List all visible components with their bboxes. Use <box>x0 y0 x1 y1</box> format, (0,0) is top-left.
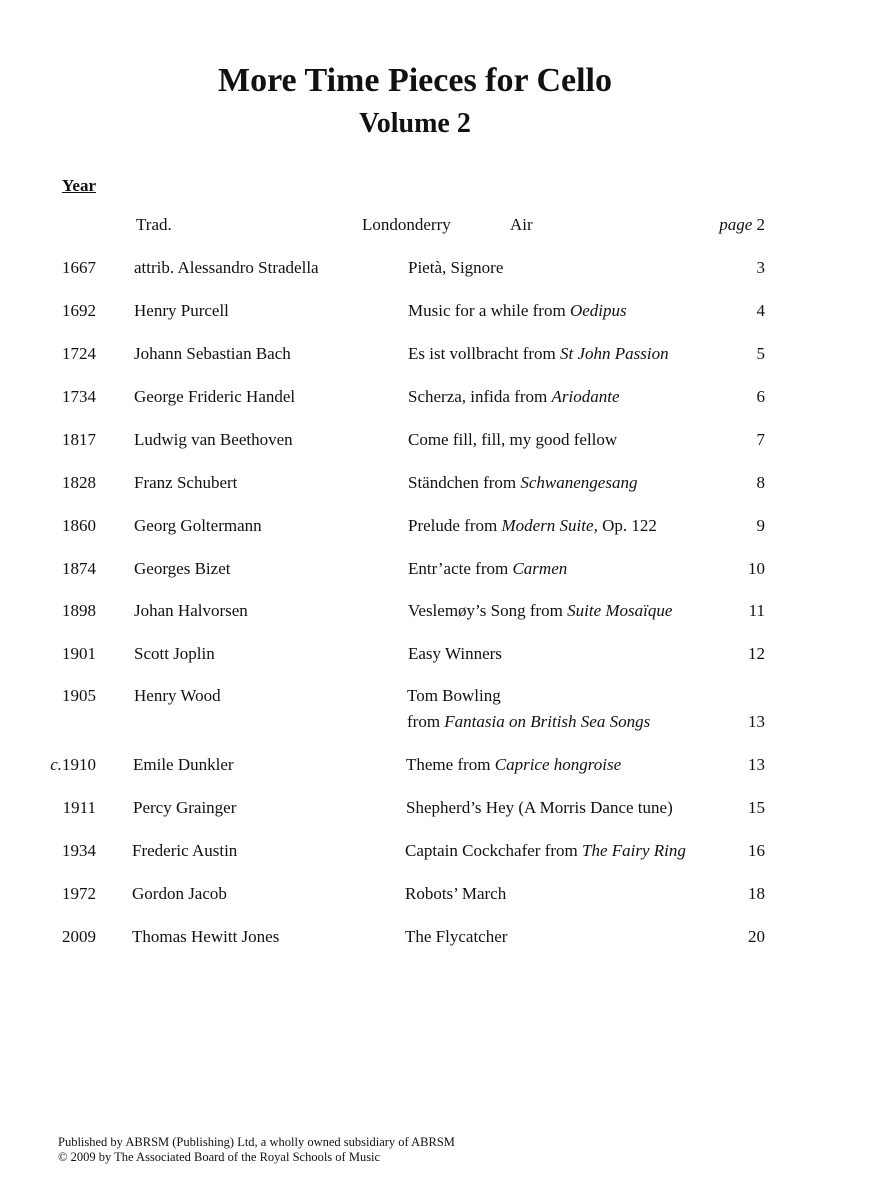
page-number: 20 <box>748 927 765 946</box>
page-number: 16 <box>748 841 765 860</box>
page-number: 11 <box>748 601 765 620</box>
composer: Ludwig van Beethoven <box>134 430 293 449</box>
page-number: 18 <box>748 884 765 903</box>
page-number: 12 <box>748 644 765 663</box>
year: 1734 <box>62 387 96 406</box>
piece-title <box>408 516 657 536</box>
year-value: 1910 <box>62 755 96 774</box>
piece-title <box>408 473 637 493</box>
year: 1724 <box>62 344 96 363</box>
piece-title <box>405 841 686 861</box>
piece-title <box>408 301 627 321</box>
title: Robots’ March <box>405 884 507 903</box>
title: Entr’acte <box>408 559 471 578</box>
composer: Trad. <box>136 215 172 234</box>
year: 2009 <box>62 927 96 946</box>
toc-entry <box>0 301 871 325</box>
composer: Henry Purcell <box>134 301 229 320</box>
source-work: Fantasia on British Sea Songs <box>444 712 651 731</box>
joiner: from <box>540 841 583 860</box>
page-number: 7 <box>756 430 765 449</box>
page-number: 8 <box>756 473 765 492</box>
title: Veslemøy’s Song <box>408 601 526 620</box>
toc-entry <box>0 884 871 908</box>
toc-entry <box>0 841 871 865</box>
composer: Scott Joplin <box>134 644 215 663</box>
composer: Frederic Austin <box>132 841 238 860</box>
title: Shepherd’s Hey (A Morris Dance tune) <box>406 798 673 817</box>
page-title: More Time Pieces for Cello <box>217 62 613 99</box>
source-work: The Fairy Ring <box>582 841 686 860</box>
composer: Johann Sebastian Bach <box>134 344 291 363</box>
toc-entry <box>0 798 871 822</box>
title: Scherza, infida <box>408 387 510 406</box>
title: Come fill, fill, my good fellow <box>408 430 618 449</box>
year: 1934 <box>62 841 96 860</box>
year: 1667 <box>62 258 96 277</box>
joiner: from <box>478 473 521 492</box>
page-number: 6 <box>756 387 765 406</box>
composer: Emile Dunkler <box>133 755 234 774</box>
composer: Gordon Jacob <box>132 884 227 903</box>
year: 1898 <box>62 601 96 620</box>
toc-entry <box>0 601 871 625</box>
year: 1874 <box>62 559 96 578</box>
joiner: from <box>470 559 513 578</box>
piece-title <box>408 559 567 579</box>
source-work: Caprice hongroise <box>494 755 622 774</box>
piece-title <box>405 927 507 947</box>
page-value: 2 <box>756 215 765 234</box>
page-number: 9 <box>756 516 765 535</box>
title: Es ist vollbracht <box>408 344 519 363</box>
toc-entry-page <box>0 712 871 736</box>
source-work: Carmen <box>512 559 568 578</box>
page-number <box>719 215 765 235</box>
year: 1905 <box>62 686 96 705</box>
toc-entry <box>0 344 871 368</box>
toc-entry-two-line <box>0 686 871 710</box>
piece-title <box>406 798 673 818</box>
title: Music for a while <box>408 301 529 320</box>
publisher-footer <box>58 1135 455 1165</box>
piece-title <box>408 387 620 407</box>
suffix: , Op. 122 <box>593 516 657 535</box>
page-word: page <box>719 215 753 234</box>
joiner: from <box>518 344 561 363</box>
title: The Flycatcher <box>405 927 508 946</box>
joiner: from <box>528 301 570 320</box>
toc-entry <box>0 516 871 540</box>
publisher-line: Published by ABRSM (Publishing) Ltd, a wholly owned subsidiary of ABRSM <box>58 1135 455 1149</box>
joiner: from <box>509 387 552 406</box>
toc-entry <box>0 755 871 779</box>
year: 1828 <box>62 473 96 492</box>
joiner: from <box>407 712 445 731</box>
piece-title <box>405 884 506 904</box>
source-work: Oedipus <box>569 301 627 320</box>
page-number: 13 <box>748 712 765 731</box>
title: Captain Cockchafer <box>405 841 541 860</box>
year: 1972 <box>62 884 96 903</box>
toc-entry <box>0 430 871 454</box>
piece-title <box>408 430 617 450</box>
year <box>30 755 96 775</box>
composer: George Frideric Handel <box>134 387 296 406</box>
year: 1692 <box>62 301 96 320</box>
page-number: 4 <box>756 301 765 320</box>
title: Prelude <box>408 516 460 535</box>
piece-title <box>408 644 502 664</box>
source-work: St John Passion <box>560 344 669 363</box>
piece-title-part-2: Air <box>510 215 533 234</box>
volume-subtitle: Volume 2 <box>359 108 471 139</box>
toc-entry <box>0 644 871 668</box>
toc-entry <box>0 927 871 951</box>
copyright-line: © 2009 by The Associated Board of the Royal Schools of Music <box>58 1150 381 1164</box>
source-work: Modern Suite <box>501 516 594 535</box>
composer: Thomas Hewitt Jones <box>132 927 280 946</box>
composer: Percy Grainger <box>133 798 237 817</box>
year: 1911 <box>62 798 96 817</box>
page-number: 10 <box>748 559 765 578</box>
page-number: 5 <box>756 344 765 363</box>
toc-entry <box>0 473 871 497</box>
title: Theme <box>406 755 454 774</box>
year: 1817 <box>62 430 96 449</box>
source-work: Ariodante <box>551 387 620 406</box>
toc-entry <box>0 559 871 583</box>
title: Easy Winners <box>408 644 502 663</box>
circa-prefix: c. <box>50 755 62 774</box>
source-work: Schwanengesang <box>520 473 638 492</box>
toc-entry <box>0 387 871 411</box>
composer: Georg Goltermann <box>134 516 262 535</box>
page-number: 13 <box>748 755 765 774</box>
composer: Georges Bizet <box>134 559 231 578</box>
toc-entry-trad <box>0 215 871 239</box>
piece-title <box>406 755 621 775</box>
year-column-heading: Year <box>62 176 96 195</box>
year: 1860 <box>62 516 96 535</box>
page-number: 15 <box>748 798 765 817</box>
source-work: Suite Mosaïque <box>567 601 673 620</box>
page-number: 3 <box>756 258 765 277</box>
piece-title-part-1: Londonderry <box>362 215 451 234</box>
piece-title <box>408 258 503 278</box>
toc-entry <box>0 258 871 282</box>
joiner: from <box>459 516 502 535</box>
piece-title <box>408 344 669 364</box>
year: 1901 <box>62 644 96 663</box>
title: Pietà, Signore <box>408 258 504 277</box>
piece-title: Tom Bowling <box>407 686 501 705</box>
piece-title <box>408 601 672 621</box>
joiner: from <box>453 755 495 774</box>
title: Ständchen <box>408 473 479 492</box>
composer: Johan Halvorsen <box>134 601 248 620</box>
joiner: from <box>525 601 568 620</box>
composer: Henry Wood <box>134 686 221 705</box>
composer: Franz Schubert <box>134 473 238 492</box>
composer: attrib. Alessandro Stradella <box>134 258 319 277</box>
